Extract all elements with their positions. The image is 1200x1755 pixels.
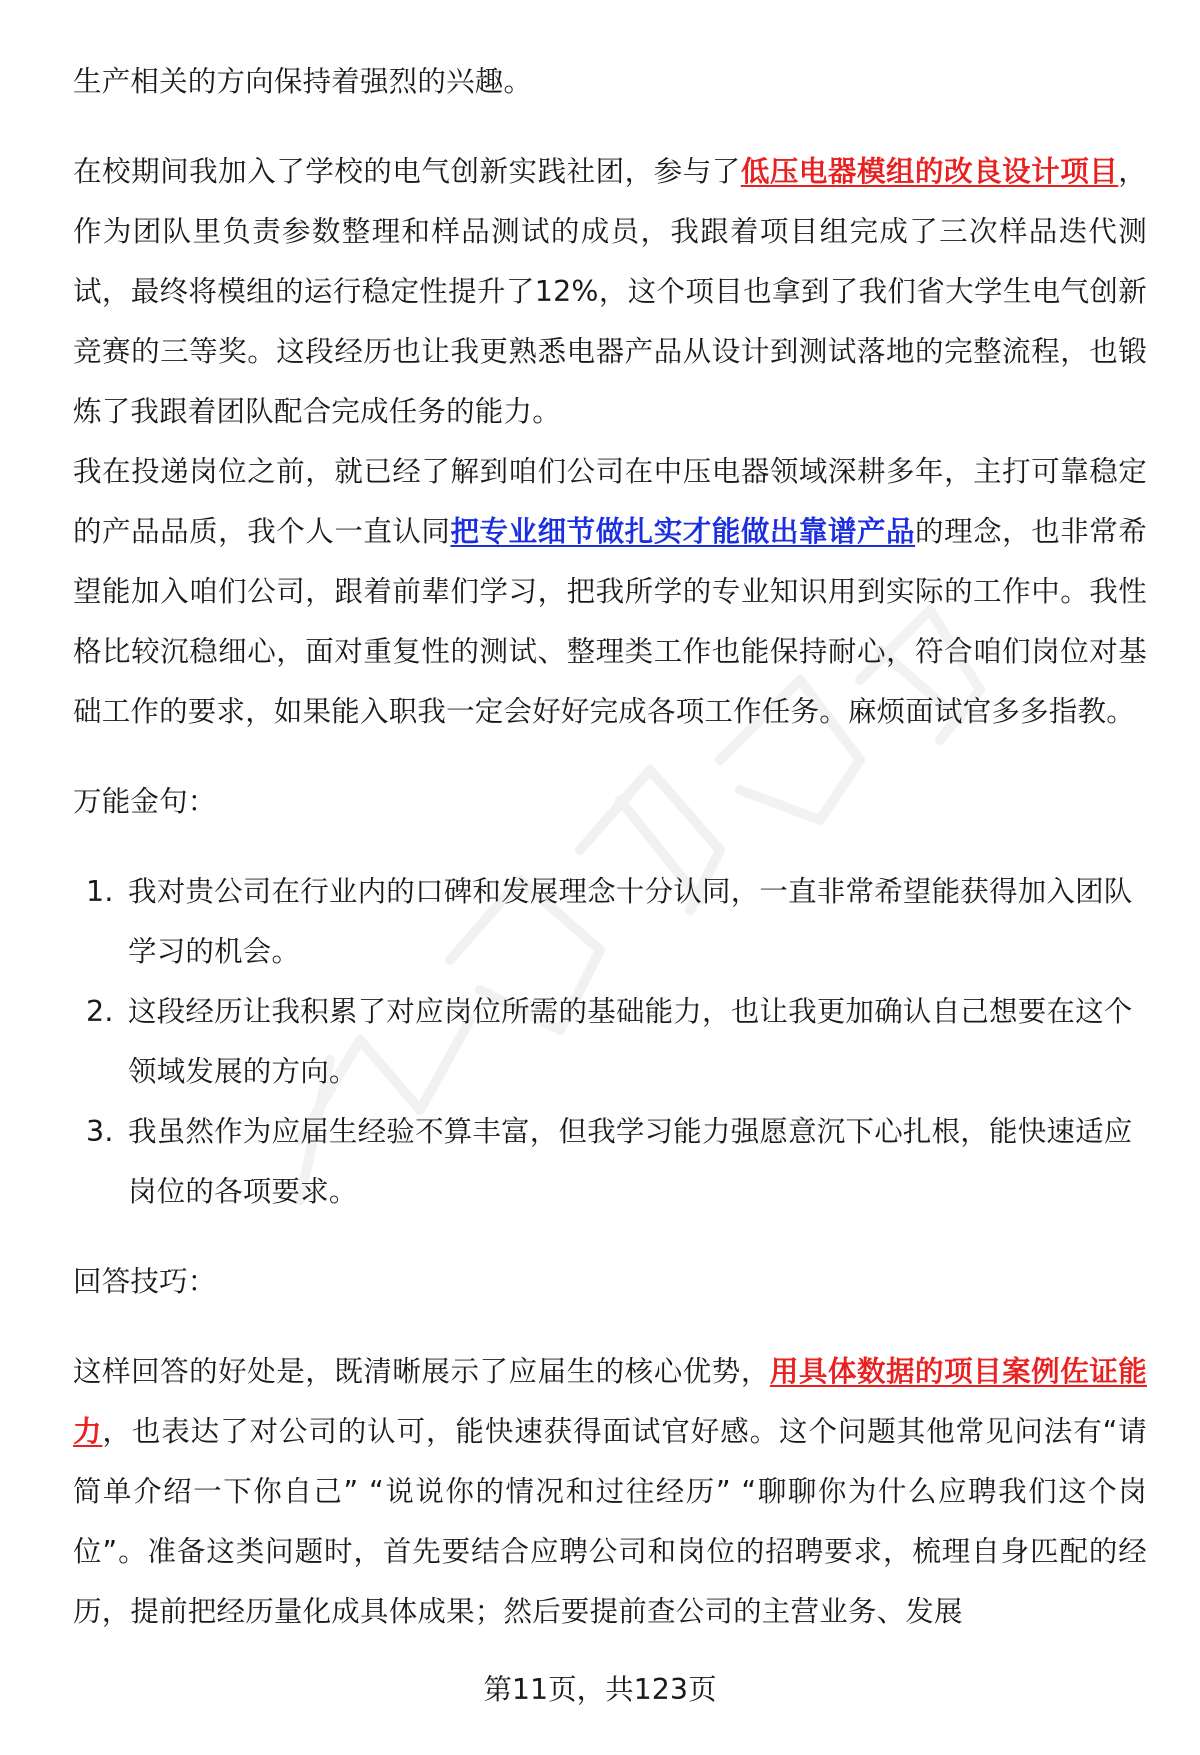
main-text xyxy=(73,52,1147,1642)
page-number: 第11页，共123页 xyxy=(483,1673,717,1706)
list-item: 2. 这段经历让我积累了对应岗位所需的基础能力，也让我更加确认自己想要在这个领域发展的方向。 xyxy=(86,995,1133,1088)
highlight-evidence: 用具体数据的项目案例佐证能力 xyxy=(73,1355,1147,1448)
heading-golden-sentences: 万能金句： xyxy=(73,785,217,818)
paragraph-tips: 这样回答的好处是，既清晰展示了应届生的核心优势，用具体数据的项目案例佐证能力，也表达了对公司的认可，能快速获得面试官好感。这个问题其他常见问法有“请简单介绍一下你自己” “说说你的情况和过往经历” “聊聊你为什么应聘我们这个岗位”。准备这类问题时，首先要结合应聘公司和岗位的招聘要求，梳理自身匹配的经历，提前把经历量化成具体成果；然后要提前查公司的主营业务、发展 xyxy=(73,1355,1147,1628)
heading-answer-tips: 回答技巧： xyxy=(73,1265,217,1298)
list-item: 1. 我对贵公司在行业内的口碑和发展理念十分认同，一直非常希望能获得加入团队学习的机会。 xyxy=(86,875,1133,968)
paragraph-company: 我在投递岗位之前，就已经了解到咱们公司在中压电器领域深耕多年，主打可靠稳定的产品品质，我个人一直认同把专业细节做扎实才能做出靠谱产品的理念，也非常希望能加入咱们公司，跟着前辈们学习，把我所学的专业知识用到实际的工作中。我性格比较沉稳细心，面对重复性的测试、整理类工作也能保持耐心，符合咱们岗位对基础工作的要求，如果能入职我一定会好好完成各项工作任务。麻烦面试官多多指教。 xyxy=(73,455,1147,728)
highlight-philosophy: 把专业细节做扎实才能做出靠谱产品 xyxy=(450,515,916,548)
highlight-project: 低压电器模组的改良设计项目 xyxy=(740,155,1119,188)
paragraph-intro-end: 生产相关的方向保持着强烈的兴趣。 xyxy=(73,65,533,98)
list-item: 3. 我虽然作为应届生经验不算丰富，但我学习能力强愿意沉下心扎根，能快速适应岗位的各项要求。 xyxy=(86,1115,1133,1208)
golden-sentence-list xyxy=(73,862,1147,1222)
paragraph-project: 在校期间我加入了学校的电气创新实践社团，参与了低压电器模组的改良设计项目，作为团队里负责参数整理和样品测试的成员，我跟着项目组完成了三次样品迭代测试，最终将模组的运行稳定性提升了12%，这个项目也拿到了我们省大学生电气创新竞赛的三等奖。这段经历也让我更熟悉电器产品从设计到测试落地的完整流程，也锻炼了我跟着团队配合完成任务的能力。 xyxy=(73,155,1147,428)
